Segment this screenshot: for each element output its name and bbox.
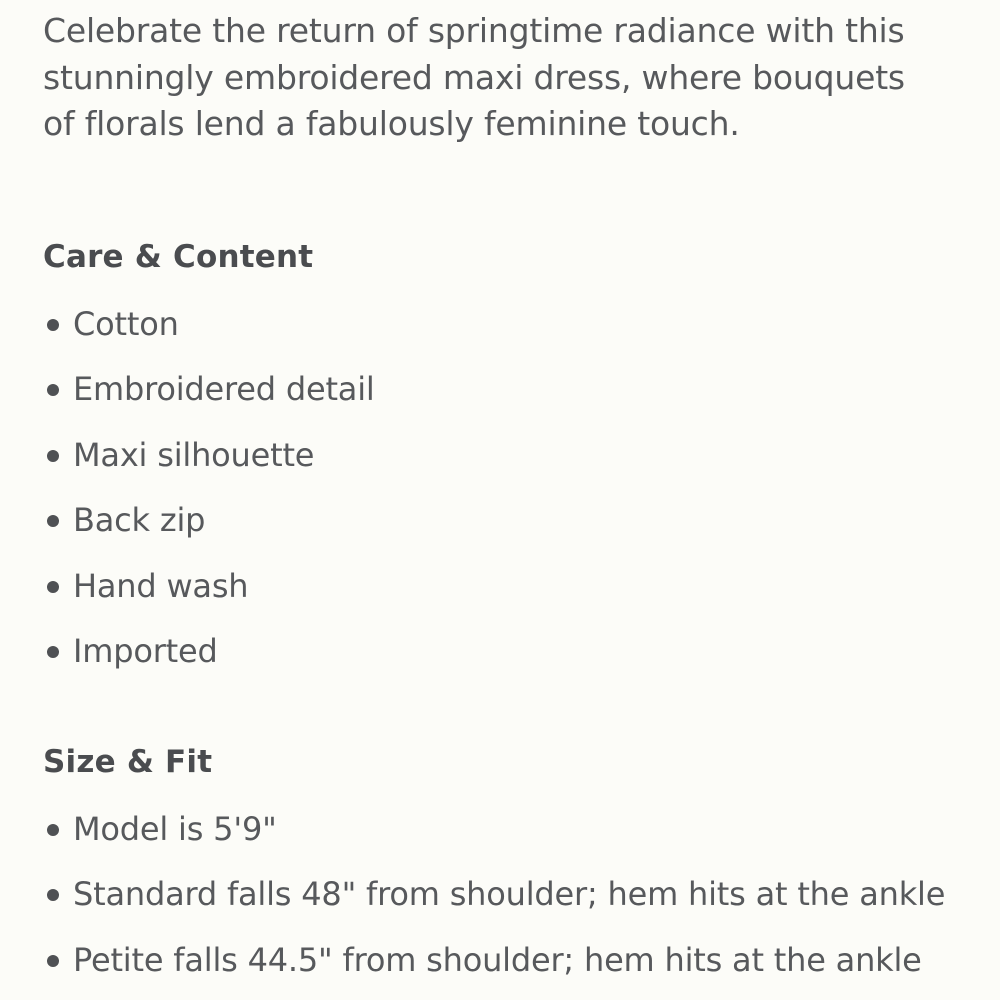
list-item-label: Embroidered detail	[73, 370, 375, 409]
list-item	[43, 936, 945, 1000]
list-item-label: Back zip	[73, 501, 206, 540]
list-item-label: Maxi silhouette	[73, 435, 315, 474]
list-item-label: Imported	[73, 631, 218, 670]
care-content-list	[43, 300, 375, 692]
list-item	[43, 870, 945, 935]
list-item-label: Cotton	[73, 305, 179, 343]
bullet-icon	[47, 581, 59, 593]
list-item	[43, 805, 945, 870]
list-item-label: Petite falls 44.5" from shoulder; hem hits at the ankle	[73, 940, 922, 979]
bullet-icon	[47, 646, 59, 658]
bullet-icon	[47, 889, 59, 901]
list-item-label: Standard falls 48" from shoulder; hem hits at the ankle	[73, 875, 946, 914]
bullet-icon	[47, 824, 59, 836]
list-item	[43, 365, 375, 430]
bullet-icon	[47, 384, 59, 396]
bullet-icon	[47, 450, 59, 462]
list-item	[43, 431, 375, 496]
list-item-label: Hand wash	[73, 566, 249, 605]
product-description: Celebrate the return of springtime radiance with this stunningly embroidered maxi dress, where bouquets of florals lend a fabulously feminine touch.	[43, 11, 905, 143]
bullet-icon	[47, 515, 59, 527]
size-fit-list	[43, 805, 945, 1000]
care-content-heading: Care & Content	[43, 239, 314, 275]
list-item-label: Model is 5'9"	[73, 810, 277, 848]
size-fit-heading: Size & Fit	[43, 744, 213, 780]
bullet-icon	[47, 955, 59, 967]
list-item	[43, 627, 375, 692]
list-item	[43, 562, 375, 627]
bullet-icon	[47, 319, 59, 331]
list-item	[43, 300, 375, 365]
list-item	[43, 496, 375, 561]
